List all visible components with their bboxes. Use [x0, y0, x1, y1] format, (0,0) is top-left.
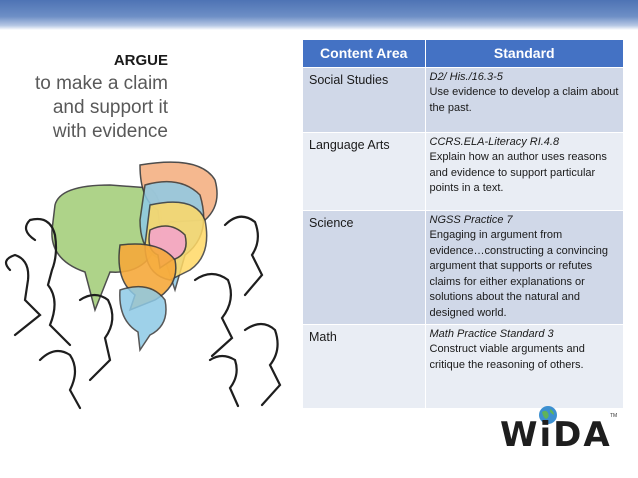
- standard-description: Use evidence to develop a claim about the past.: [429, 86, 619, 114]
- standard-reference: CCRS.ELA-Literacy RI.4.8: [429, 135, 560, 148]
- person-right-2: [195, 274, 232, 356]
- heading-argue: ARGUE: [113, 52, 168, 69]
- content-area-cell: Science: [303, 210, 425, 324]
- standard-cell: [425, 132, 623, 210]
- person-left-2: [6, 255, 40, 335]
- content-area-cell: Social Studies: [303, 67, 425, 132]
- standards-table: [303, 40, 623, 408]
- standard-cell: [425, 210, 623, 324]
- wida-logo-text: WiDA: [500, 415, 612, 455]
- wida-logo: [500, 405, 625, 457]
- standard-description: Engaging in argument from evidence…constructing a convincing argument that supports or refutes claims for either explanations or solutions about the natural and designed world.: [429, 229, 609, 320]
- arguing-people-illustration: [0, 160, 300, 420]
- standards-table-container: [303, 40, 623, 403]
- standard-description: Explain how an author uses reasons and evidence to support particular points in a text.: [429, 151, 607, 195]
- person-right-1: [225, 217, 262, 295]
- standard-reference: Math Practice Standard 3: [429, 327, 554, 340]
- content-area-cell: Language Arts: [303, 132, 425, 210]
- person-right-4: [210, 356, 238, 406]
- column-header-standard: Standard: [425, 40, 623, 67]
- header-band: [0, 0, 638, 30]
- speech-bubble-blue-low: [120, 287, 166, 350]
- standard-cell: [425, 324, 623, 408]
- standard-reference: NGSS Practice 7: [429, 213, 513, 226]
- trademark-mark: TM: [610, 413, 618, 419]
- table-header-row: [303, 40, 623, 67]
- slide-heading: [0, 50, 168, 144]
- heading-line-2: and support it: [52, 97, 168, 118]
- standard-cell: [425, 67, 623, 132]
- heading-line-1: to make a claim: [34, 73, 168, 94]
- table-row: [303, 132, 623, 210]
- table-row: [303, 324, 623, 408]
- standard-description: Construct viable arguments and critique the reasoning of others.: [429, 343, 585, 371]
- table-row: [303, 67, 623, 132]
- standard-reference: D2/ His./16.3-5: [429, 70, 503, 83]
- person-right-3: [245, 324, 280, 405]
- person-left-4: [40, 351, 80, 408]
- heading-line-3: with evidence: [52, 121, 168, 142]
- table-row: [303, 210, 623, 324]
- column-header-content-area: Content Area: [303, 40, 425, 67]
- content-area-cell: Math: [303, 324, 425, 408]
